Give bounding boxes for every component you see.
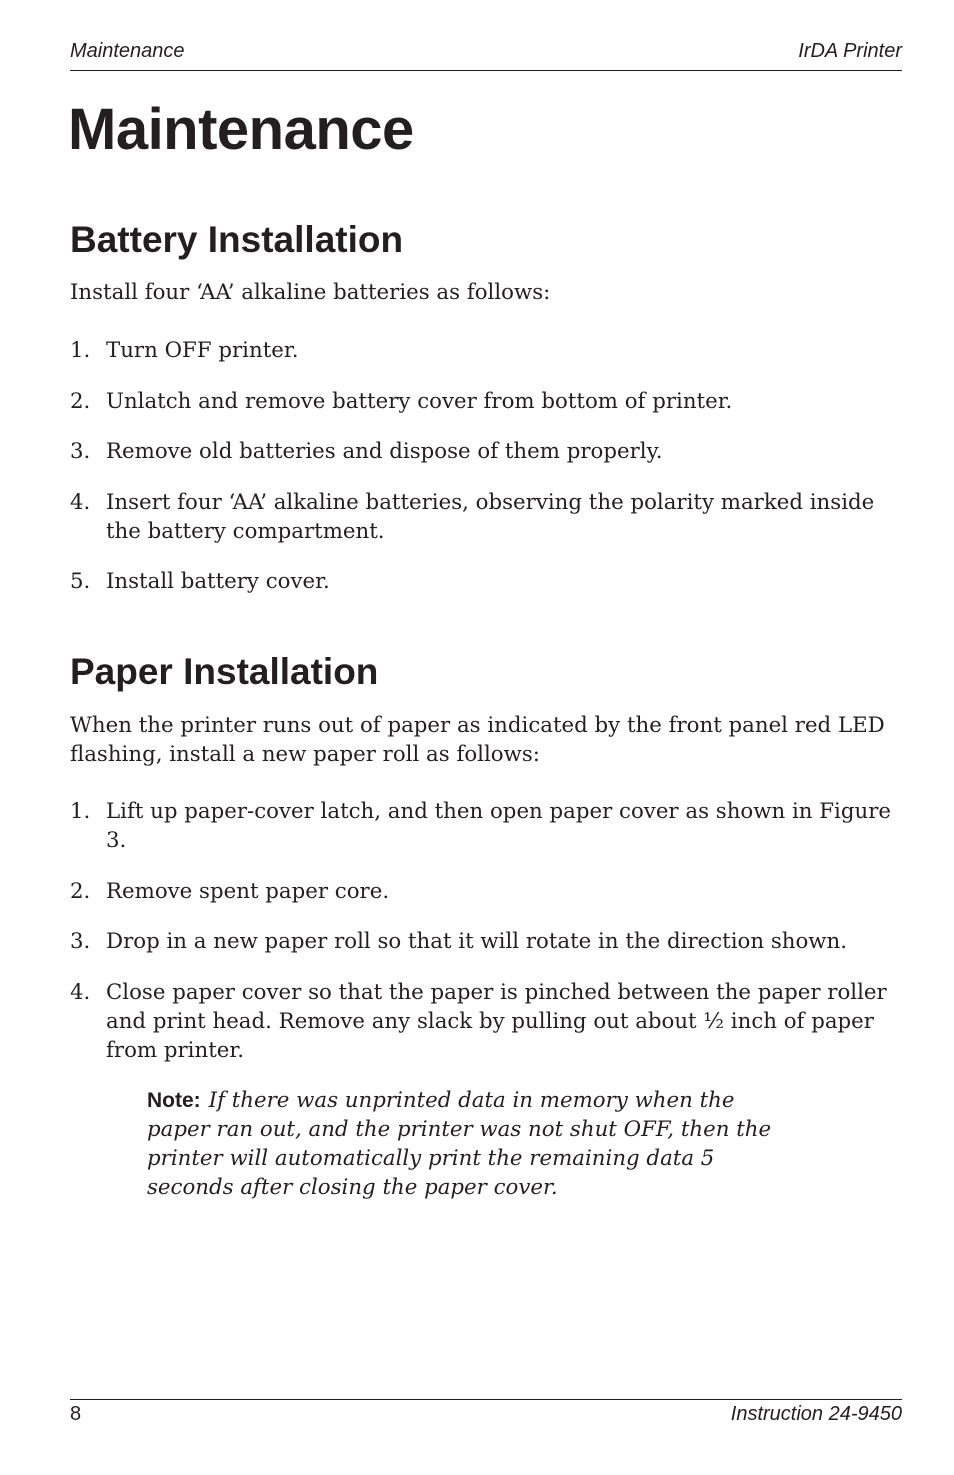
running-footer [70, 1399, 902, 1430]
step-text: Install battery cover. [106, 569, 330, 594]
document-number: Instruction 24-9450 [730, 1403, 902, 1425]
step-number: 5. [70, 569, 91, 594]
step-text: Remove old batteries and dispose of them properly. [106, 439, 663, 464]
step-text: Drop in a new paper roll so that it will rotate in the direction shown. [106, 929, 848, 954]
header-product-name: IrDA Printer [798, 40, 902, 62]
battery-installation-heading: Battery Installation [70, 219, 404, 260]
step-number: 4. [70, 490, 91, 515]
note-box [147, 1086, 797, 1202]
step-number: 3. [70, 929, 91, 954]
page-number: 8 [70, 1403, 82, 1425]
note-label: Note: [147, 1089, 201, 1112]
battery-step [70, 437, 902, 466]
step-text: Lift up paper-cover latch, and then open paper cover as shown in Figure 3. [106, 799, 891, 853]
paper-step [70, 927, 902, 956]
note-text: If there was unprinted data in memory when the paper ran out, and the printer was not shut OFF, then the printer will automatically print the remaining data 5 seconds after closing the paper cover. [147, 1088, 772, 1200]
step-text: Insert four ‘AA’ alkaline batteries, observing the polarity marked inside the battery compartment. [106, 490, 875, 544]
step-number: 2. [70, 389, 91, 414]
paper-intro: When the printer runs out of paper as indicated by the front panel red LED flashing, install a new paper roll as follows: [70, 713, 885, 767]
step-text: Turn OFF printer. [106, 338, 299, 363]
battery-step [70, 488, 902, 546]
battery-intro: Install four ‘AA’ alkaline batteries as follows: [70, 280, 551, 305]
step-number: 2. [70, 879, 91, 904]
header-section-name: Maintenance [70, 40, 185, 62]
step-number: 4. [70, 980, 91, 1005]
step-number: 3. [70, 439, 91, 464]
page-title: Maintenance [68, 97, 414, 162]
step-number: 1. [70, 338, 91, 363]
paper-step [70, 978, 902, 1065]
paper-step [70, 797, 902, 855]
paper-step [70, 877, 902, 906]
step-text: Unlatch and remove battery cover from bottom of printer. [106, 389, 733, 414]
running-header [70, 40, 902, 71]
step-number: 1. [70, 799, 91, 824]
battery-step [70, 567, 902, 596]
step-text: Close paper cover so that the paper is pinched between the paper roller and print head. Remove any slack by pulling out about ½ inch of paper from printer. [106, 980, 887, 1063]
step-text: Remove spent paper core. [106, 879, 390, 904]
battery-step [70, 387, 902, 416]
paper-installation-heading: Paper Installation [70, 651, 379, 692]
battery-step [70, 336, 902, 365]
